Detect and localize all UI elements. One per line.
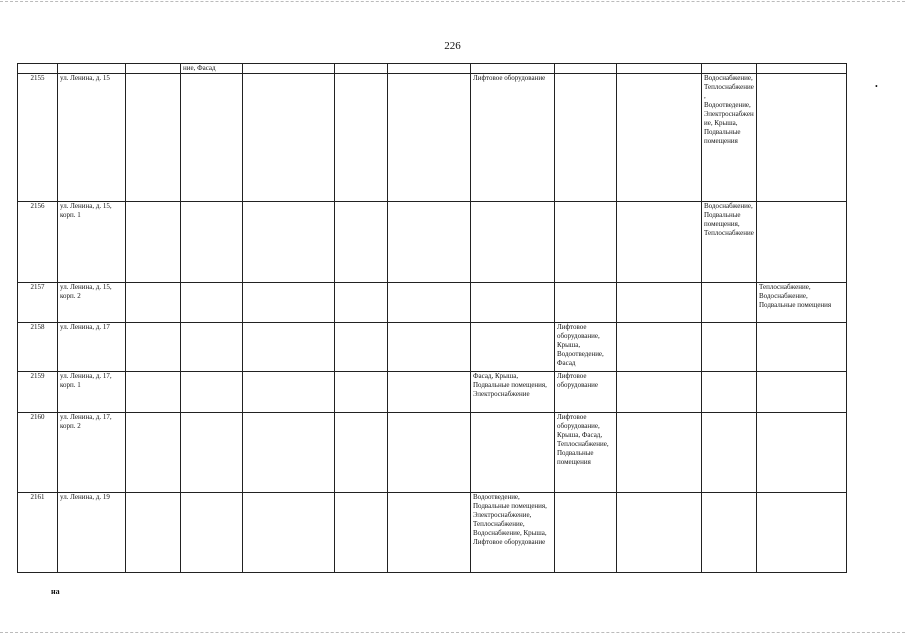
- works-cell: Водоснабжение, Теплоснабжение, Водоотведение, Электроснабжение, Крыша, Подвальные помещения: [702, 74, 757, 202]
- address-cell: ул. Ленина, д. 15: [58, 74, 126, 202]
- works-cell: [702, 283, 757, 323]
- scan-edge-bottom: [0, 632, 905, 633]
- works-cell: Теплоснабжение, Водоснабжение, Подвальные помещения: [757, 283, 847, 323]
- row-number: 2161: [18, 493, 58, 573]
- address-cell: ул. Ленина, д. 17, корп. 1: [58, 372, 126, 413]
- works-cell: Водоснабжение, Подвальные помещения, Теплоснабжение: [702, 202, 757, 283]
- table-row-continuation: [18, 64, 847, 74]
- works-cell: [757, 493, 847, 573]
- works-cell: [757, 372, 847, 413]
- table-row: [18, 323, 847, 372]
- table-row: [18, 202, 847, 283]
- works-cell: [471, 202, 555, 283]
- table-row: [18, 372, 847, 413]
- row-number: 2160: [18, 413, 58, 493]
- works-cell: Лифтовое оборудование: [471, 74, 555, 202]
- continuation-cell: ние, Фасад: [181, 64, 243, 74]
- address-cell: ул. Ленина, д. 15, корп. 1: [58, 202, 126, 283]
- works-cell: Лифтовое оборудование, Крыша, Фасад, Теплоснабжение, Подвальные помещения: [555, 413, 617, 493]
- register-table: [17, 63, 847, 573]
- stray-mark: •: [875, 82, 878, 91]
- table-row: [18, 283, 847, 323]
- works-cell: Лифтовое оборудование: [555, 372, 617, 413]
- address-cell: ул. Ленина, д. 17: [58, 323, 126, 372]
- works-cell: [702, 493, 757, 573]
- works-cell: Фасад, Крыша, Подвальные помещения, Электроснабжение: [471, 372, 555, 413]
- works-cell: [702, 323, 757, 372]
- works-cell: Лифтовое оборудование, Крыша, Водоотведение, Фасад: [555, 323, 617, 372]
- address-cell: ул. Ленина, д. 17, корп. 2: [58, 413, 126, 493]
- works-cell: [471, 413, 555, 493]
- works-cell: [757, 323, 847, 372]
- works-cell: [555, 283, 617, 323]
- works-cell: [471, 283, 555, 323]
- works-cell: [757, 74, 847, 202]
- row-number: 2157: [18, 283, 58, 323]
- works-cell: Водоотведение, Подвальные помещения, Электроснабжение, Теплоснабжение, Водоснабжение, Крыша, Лифтовое оборудование: [471, 493, 555, 573]
- table-row: [18, 413, 847, 493]
- footnote: на: [51, 587, 60, 596]
- scan-edge-top: [0, 1, 905, 2]
- page-number: 226: [444, 40, 461, 52]
- works-cell: [555, 493, 617, 573]
- row-number: 2155: [18, 74, 58, 202]
- works-cell: [757, 202, 847, 283]
- works-cell: [702, 413, 757, 493]
- row-number: 2158: [18, 323, 58, 372]
- works-cell: [555, 202, 617, 283]
- address-cell: ул. Ленина, д. 19: [58, 493, 126, 573]
- table-row: [18, 74, 847, 202]
- row-number: 2159: [18, 372, 58, 413]
- row-number: 2156: [18, 202, 58, 283]
- works-cell: [555, 74, 617, 202]
- works-cell: [702, 372, 757, 413]
- works-cell: [757, 413, 847, 493]
- works-cell: [471, 323, 555, 372]
- address-cell: ул. Ленина, д. 15, корп. 2: [58, 283, 126, 323]
- table-row: [18, 493, 847, 573]
